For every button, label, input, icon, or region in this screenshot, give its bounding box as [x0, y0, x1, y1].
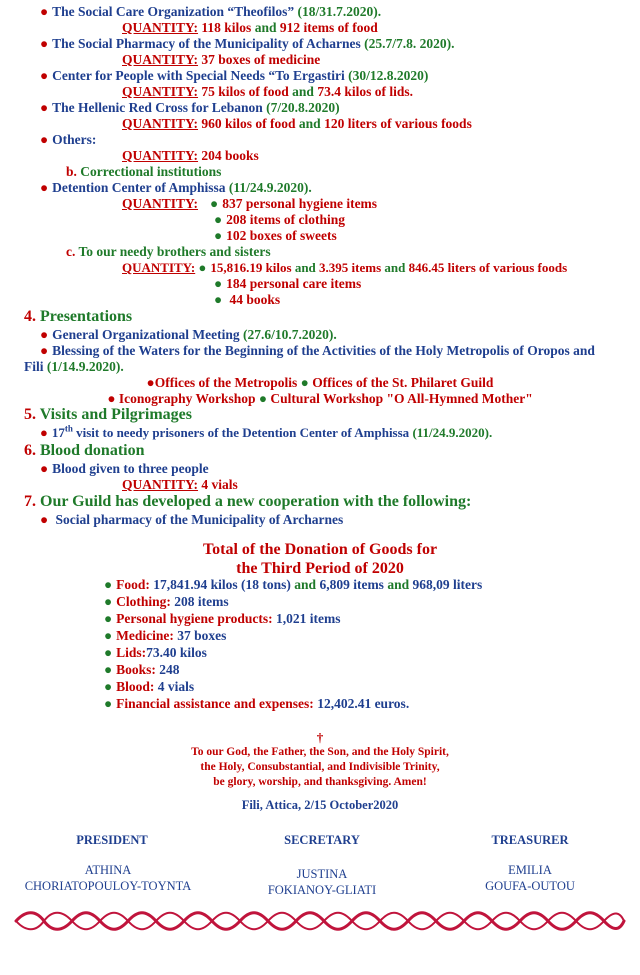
bullet-icon: ●: [104, 594, 113, 609]
quantity-theofilos: QUANTITY: 118 kilos and 912 items of food: [122, 20, 378, 35]
cooperation-item-1: ● Social pharmacy of the Municipality of Archarnes: [40, 512, 344, 527]
quantity-others: QUANTITY: 204 books: [122, 148, 259, 163]
bullet-icon: ●: [104, 645, 113, 660]
total-title-1: Total of the Donation of Goods for: [202, 541, 438, 558]
secretary-name: JUSTINA FOKIANOY-GLIATI: [267, 867, 377, 897]
bullet-icon: ●: [104, 628, 113, 643]
bullet-icon: ●: [104, 611, 113, 626]
bullet-icon: ●: [40, 180, 49, 195]
bullet-icon: ●: [104, 679, 113, 694]
total-lids: ● Lids:73.40 kilos: [104, 645, 207, 660]
bullet-icon: ●: [40, 4, 49, 19]
section-6-heading: 6. Blood donation: [24, 442, 145, 459]
entry-amphissa: ● Detention Center of Amphissa (11/24.9.2020).: [40, 180, 312, 195]
cross-icon: †: [316, 730, 324, 745]
presentation-places-1: ●Offices of the Metropolis ● Offices of the St. Philaret Guild: [146, 375, 494, 390]
entry-pharmacy: ● The Social Pharmacy of the Municipality of Acharnes (25.7/7.8. 2020).: [40, 36, 455, 51]
presentation-item-1: ● General Organizational Meeting (27.6/10.7.2020).: [40, 327, 337, 342]
quantity-amphissa: QUANTITY: ● 837 personal hygiene items: [122, 196, 378, 211]
section-5-heading: 5. Visits and Pilgrimages: [24, 406, 193, 423]
bullet-icon: ●: [40, 100, 49, 115]
total-clothing: ● Clothing: 208 items: [104, 594, 229, 609]
quantity-amphissa-2: ● 208 items of clothing: [214, 212, 346, 227]
subheading-needy: c. To our needy brothers and sisters: [66, 244, 271, 259]
bullet-icon: ●: [104, 662, 113, 677]
treasurer-title: TREASURER: [491, 833, 569, 847]
visit-item-1: ● 17th visit to needy prisoners of the Detention Center of Amphissa (11/24.9.2020).: [40, 423, 493, 440]
doxology-line-1: To our God, the Father, the Son, and the Holy Spirit,: [191, 746, 449, 758]
quantity-blood: QUANTITY: 4 vials: [122, 477, 238, 492]
bullet-icon: ●: [214, 276, 223, 291]
entry-theofilos: ● The Social Care Organization “Theofilos” (18/31.7.2020).: [40, 4, 382, 19]
secretary-title: SECRETARY: [284, 833, 360, 847]
quantity-needy-2: ● 184 personal care items: [214, 276, 362, 291]
subheading-correctional: b. Correctional institutions: [66, 164, 222, 179]
entry-ergastiri: ● Center for People with Special Needs “To Ergastiri (30/12.8.2020): [40, 68, 429, 83]
bullet-icon: ●: [40, 343, 49, 358]
bullet-icon: ●: [40, 512, 49, 527]
bullet-icon: ●: [40, 327, 49, 342]
total-title-2: the Third Period of 2020: [236, 560, 404, 577]
president-title: PRESIDENT: [76, 833, 148, 847]
treasurer-name: EMILIA GOUFA-OUTOU: [485, 863, 575, 893]
quantity-ergastiri: QUANTITY: 75 kilos of food and 73.4 kilos of lids.: [122, 84, 413, 99]
bullet-icon: ●: [214, 228, 223, 243]
blood-item-1: ● Blood given to three people: [40, 461, 209, 476]
quantity-needy-3: ● 44 books: [214, 292, 281, 307]
section-7-heading: 7. Our Guild has developed a new cooperation with the following:: [24, 493, 472, 510]
total-medicine: ● Medicine: 37 boxes: [104, 628, 227, 643]
bullet-icon: ●: [40, 36, 49, 51]
quantity-amphissa-3: ● 102 boxes of sweets: [214, 228, 337, 243]
president-name: ATHINA CHORIATOPOULOY-TOYNTA: [24, 863, 192, 893]
place-date: Fili, Attica, 2/15 October2020: [241, 798, 399, 812]
bullet-icon: ●: [40, 461, 49, 476]
presentation-places-2: ● Iconography Workshop ● Cultural Workshop "O All-Hymned Mother": [107, 391, 533, 406]
total-blood: ● Blood: 4 vials: [104, 679, 195, 694]
total-food: ● Food: 17,841.94 kilos (18 tons) and 6,809 items and 968,09 liters: [104, 577, 483, 592]
doxology-line-3: be glory, worship, and thanksgiving. Amen!: [213, 776, 427, 788]
total-financial: ● Financial assistance and expenses: 12,402.41 euros.: [104, 696, 410, 711]
bullet-icon: ●: [198, 260, 207, 275]
bullet-icon: ●: [104, 577, 113, 592]
doxology-line-2: the Holy, Consubstantial, and Indivisible Trinity,: [200, 761, 440, 773]
entry-red-cross: ● The Hellenic Red Cross for Lebanon (7/20.8.2020): [40, 100, 340, 115]
bullet-icon: ●: [40, 425, 48, 440]
entry-others: ● Others:: [40, 132, 97, 147]
bullet-icon: ●: [40, 132, 49, 147]
presentation-item-2-cont: Fili (1/14.9.2020).: [24, 359, 124, 374]
total-books: ● Books: 248: [104, 662, 180, 677]
bullet-icon: ●: [214, 212, 223, 227]
quantity-pharmacy: QUANTITY: 37 boxes of medicine: [122, 52, 321, 67]
presentation-item-2: ● Blessing of the Waters for the Beginning of the Activities of the Holy Metropolis of Oropos and: [40, 343, 595, 358]
bullet-icon: ●: [40, 68, 49, 83]
quantity-red-cross: QUANTITY: 960 kilos of food and 120 liters of various foods: [122, 116, 472, 131]
quantity-needy: QUANTITY: ● 15,816.19 kilos and 3.395 items and 846.45 liters of various foods: [122, 260, 568, 275]
bullet-icon: ●: [104, 696, 113, 711]
bullet-icon: ●: [214, 292, 223, 307]
section-4-heading: 4. Presentations: [24, 308, 133, 325]
total-hygiene: ● Personal hygiene products: 1,021 items: [104, 611, 341, 626]
bullet-icon: ●: [210, 196, 219, 211]
ornamental-border: [14, 910, 626, 932]
